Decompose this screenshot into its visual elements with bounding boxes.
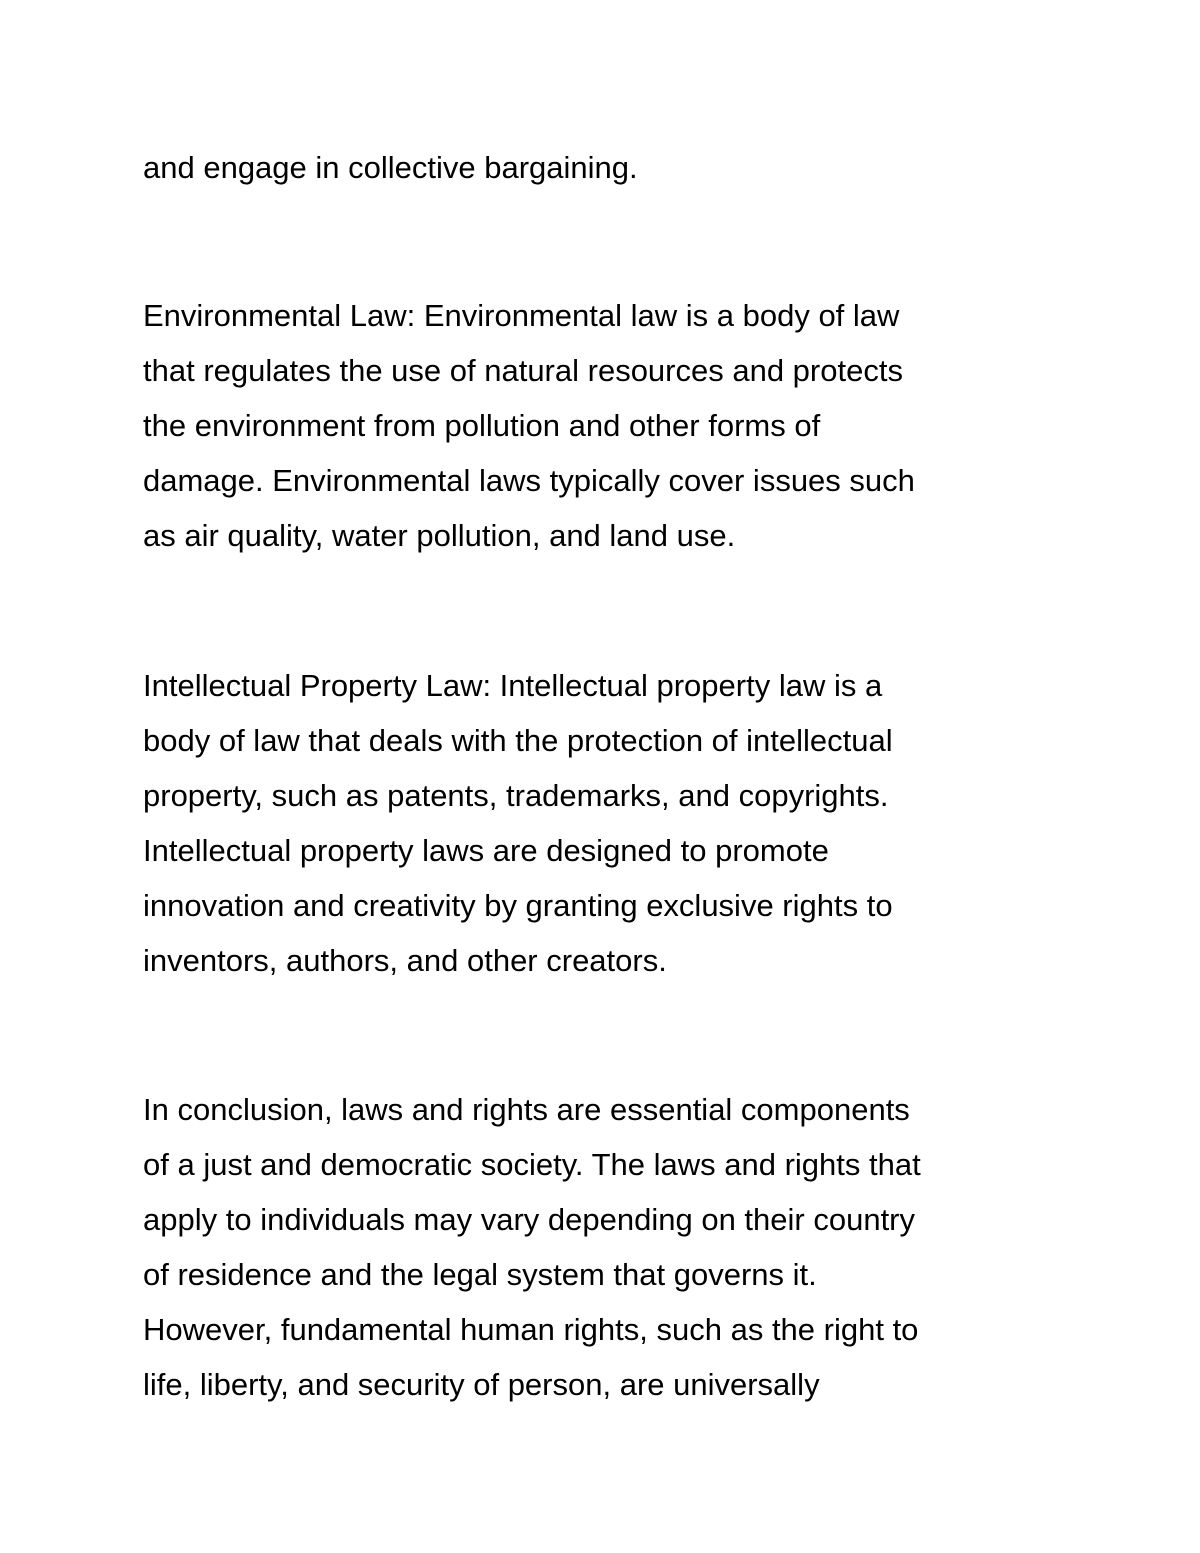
text-line: that regulates the use of natural resources and protects	[143, 353, 903, 388]
text-line: property, such as patents, trademarks, and copyrights.	[143, 778, 889, 813]
text-line: body of law that deals with the protection of intellectual	[143, 723, 893, 758]
text-line: Environmental Law: Environmental law is a body of law	[143, 298, 900, 333]
text-line: However, fundamental human rights, such as the right to	[143, 1312, 919, 1347]
text-line: In conclusion, laws and rights are essential components	[143, 1092, 910, 1127]
text-line: damage. Environmental laws typically cover issues such	[143, 463, 915, 498]
text-line: innovation and creativity by granting exclusive rights to	[143, 888, 893, 923]
text-line: of a just and democratic society. The laws and rights that	[143, 1147, 921, 1182]
text-line: Intellectual Property Law: Intellectual property law is a	[143, 668, 883, 703]
text-line: as air quality, water pollution, and land use.	[143, 518, 736, 553]
text-line: the environment from pollution and other forms of	[143, 408, 821, 443]
text-line: of residence and the legal system that governs it.	[143, 1257, 817, 1292]
text-line: apply to individuals may vary depending on their country	[143, 1202, 916, 1237]
text-line: Intellectual property laws are designed to promote	[143, 833, 829, 868]
text-line: and engage in collective bargaining.	[143, 150, 638, 185]
text-line: life, liberty, and security of person, are universally	[143, 1367, 820, 1402]
text-line: inventors, authors, and other creators.	[143, 943, 667, 978]
